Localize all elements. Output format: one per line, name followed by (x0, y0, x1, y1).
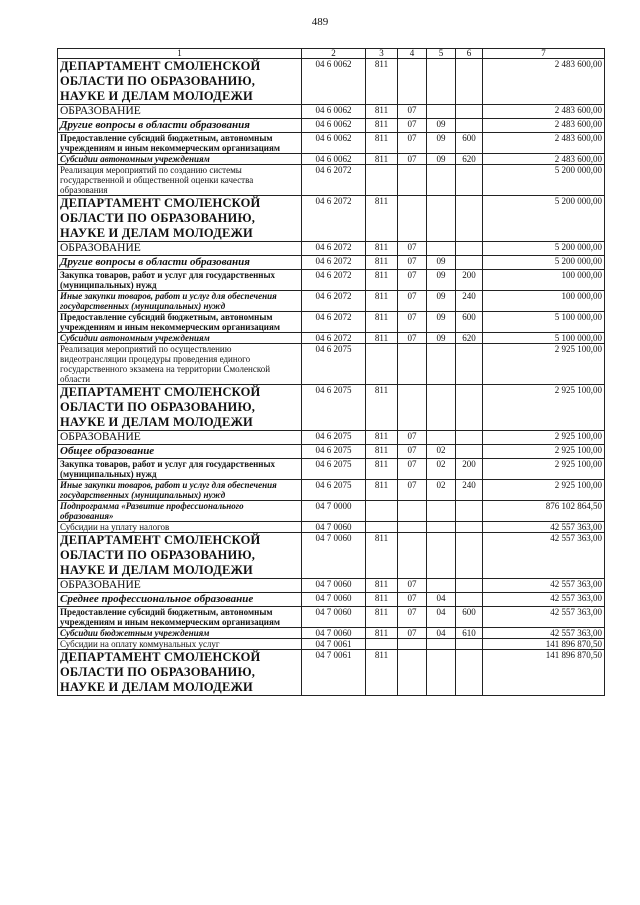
amount: 2 483 600,00 (483, 154, 605, 165)
subsection-code: 02 (427, 459, 456, 480)
amount: 5 200 000,00 (483, 256, 605, 270)
row-name: ОБРАЗОВАНИЕ (58, 579, 302, 593)
amount: 42 557 363,00 (483, 579, 605, 593)
amount: 2 925 100,00 (483, 445, 605, 459)
amount: 2 925 100,00 (483, 385, 605, 431)
section-code: 07 (398, 333, 427, 344)
target-article-code: 04 6 0062 (302, 59, 366, 105)
department-code: 811 (366, 579, 398, 593)
row-name: Предоставление субсидий бюджетным, автономным учреждениям и иным некоммерческим организациям (58, 607, 302, 628)
section-code: 07 (398, 119, 427, 133)
amount: 141 896 870,50 (483, 650, 605, 696)
target-article-code: 04 6 2072 (302, 196, 366, 242)
table-body (58, 59, 605, 696)
expense-type-code (456, 650, 483, 696)
row-name: Предоставление субсидий бюджетным, автономным учреждениям и иным некоммерческим организациям (58, 312, 302, 333)
subsection-code (427, 501, 456, 522)
subsection-code (427, 431, 456, 445)
target-article-code: 04 7 0060 (302, 593, 366, 607)
section-code (398, 522, 427, 533)
table-row (58, 501, 605, 522)
subsection-code: 04 (427, 607, 456, 628)
budget-table (57, 48, 605, 696)
department-code: 811 (366, 533, 398, 579)
subsection-code: 09 (427, 133, 456, 154)
header-col-6: 6 (456, 49, 483, 59)
table-row (58, 165, 605, 196)
subsection-code (427, 165, 456, 196)
expense-type-code (456, 501, 483, 522)
target-article-code: 04 7 0060 (302, 579, 366, 593)
subsection-code (427, 650, 456, 696)
section-code: 07 (398, 628, 427, 639)
department-code: 811 (366, 312, 398, 333)
amount: 42 557 363,00 (483, 522, 605, 533)
target-article-code: 04 6 2072 (302, 333, 366, 344)
expense-type-code (456, 639, 483, 650)
row-name: Иные закупки товаров, работ и услуг для обеспечения государственных (муниципальных) нужд (58, 480, 302, 501)
section-code: 07 (398, 133, 427, 154)
table-row (58, 445, 605, 459)
expense-type-code: 620 (456, 333, 483, 344)
target-article-code: 04 6 2072 (302, 242, 366, 256)
subsection-code (427, 344, 456, 385)
section-code: 07 (398, 607, 427, 628)
section-code: 07 (398, 270, 427, 291)
amount: 5 100 000,00 (483, 312, 605, 333)
department-code: 811 (366, 480, 398, 501)
expense-type-code: 610 (456, 628, 483, 639)
header-col-4: 4 (398, 49, 427, 59)
table-row (58, 333, 605, 344)
expense-type-code (456, 533, 483, 579)
target-article-code: 04 6 2075 (302, 344, 366, 385)
expense-type-code (456, 593, 483, 607)
row-name: ОБРАЗОВАНИЕ (58, 242, 302, 256)
table-row (58, 312, 605, 333)
row-name: ОБРАЗОВАНИЕ (58, 105, 302, 119)
expense-type-code (456, 431, 483, 445)
expense-type-code: 620 (456, 154, 483, 165)
row-name: Среднее профессиональное образование (58, 593, 302, 607)
subsection-code (427, 579, 456, 593)
subsection-code: 04 (427, 593, 456, 607)
section-code (398, 344, 427, 385)
target-article-code: 04 6 2075 (302, 480, 366, 501)
table-row (58, 628, 605, 639)
row-name: Субсидии автономным учреждениям (58, 154, 302, 165)
header-col-3: 3 (366, 49, 398, 59)
amount: 5 200 000,00 (483, 242, 605, 256)
expense-type-code (456, 105, 483, 119)
department-code: 811 (366, 459, 398, 480)
amount: 42 557 363,00 (483, 607, 605, 628)
row-name: Подпрограмма «Развитие профессионального образования» (58, 501, 302, 522)
amount: 2 925 100,00 (483, 344, 605, 385)
section-code (398, 196, 427, 242)
row-name: Субсидии бюджетным учреждениям (58, 628, 302, 639)
row-name: Другие вопросы в области образования (58, 119, 302, 133)
section-code: 07 (398, 480, 427, 501)
target-article-code: 04 6 0062 (302, 154, 366, 165)
expense-type-code (456, 59, 483, 105)
subsection-code: 02 (427, 445, 456, 459)
expense-type-code (456, 165, 483, 196)
department-code (366, 165, 398, 196)
amount: 5 200 000,00 (483, 196, 605, 242)
subsection-code: 09 (427, 270, 456, 291)
section-code: 07 (398, 291, 427, 312)
amount: 100 000,00 (483, 270, 605, 291)
row-name: Закупка товаров, работ и услуг для государственных (муниципальных) нужд (58, 459, 302, 480)
row-name: ДЕПАРТАМЕНТ СМОЛЕНСКОЙ ОБЛАСТИ ПО ОБРАЗОВАНИЮ, НАУКЕ И ДЕЛАМ МОЛОДЕЖИ (58, 650, 302, 696)
row-name: Общее образование (58, 445, 302, 459)
section-code: 07 (398, 256, 427, 270)
table-row (58, 639, 605, 650)
department-code: 811 (366, 445, 398, 459)
amount: 141 896 870,50 (483, 639, 605, 650)
department-code: 811 (366, 119, 398, 133)
row-name: Другие вопросы в области образования (58, 256, 302, 270)
amount: 5 200 000,00 (483, 165, 605, 196)
row-name: Иные закупки товаров, работ и услуг для обеспечения государственных (муниципальных) нужд (58, 291, 302, 312)
table-row (58, 522, 605, 533)
row-name: ДЕПАРТАМЕНТ СМОЛЕНСКОЙ ОБЛАСТИ ПО ОБРАЗОВАНИЮ, НАУКЕ И ДЕЛАМ МОЛОДЕЖИ (58, 59, 302, 105)
table-row (58, 459, 605, 480)
subsection-code (427, 522, 456, 533)
amount: 2 925 100,00 (483, 459, 605, 480)
row-name: ДЕПАРТАМЕНТ СМОЛЕНСКОЙ ОБЛАСТИ ПО ОБРАЗОВАНИЮ, НАУКЕ И ДЕЛАМ МОЛОДЕЖИ (58, 196, 302, 242)
subsection-code: 02 (427, 480, 456, 501)
amount: 42 557 363,00 (483, 593, 605, 607)
expense-type-code (456, 445, 483, 459)
row-name: Предоставление субсидий бюджетным, автономным учреждениям и иным некоммерческим организациям (58, 133, 302, 154)
section-code: 07 (398, 105, 427, 119)
expense-type-code: 200 (456, 459, 483, 480)
table-row (58, 119, 605, 133)
target-article-code: 04 6 0062 (302, 105, 366, 119)
table-row (58, 270, 605, 291)
expense-type-code: 600 (456, 312, 483, 333)
department-code: 811 (366, 242, 398, 256)
table-row (58, 579, 605, 593)
expense-type-code: 600 (456, 607, 483, 628)
department-code: 811 (366, 385, 398, 431)
section-code: 07 (398, 459, 427, 480)
expense-type-code (456, 242, 483, 256)
table-row (58, 242, 605, 256)
department-code: 811 (366, 105, 398, 119)
amount: 2 483 600,00 (483, 133, 605, 154)
section-code (398, 650, 427, 696)
target-article-code: 04 6 2072 (302, 256, 366, 270)
department-code: 811 (366, 593, 398, 607)
section-code (398, 639, 427, 650)
subsection-code (427, 105, 456, 119)
table-row (58, 133, 605, 154)
table-row (58, 59, 605, 105)
subsection-code (427, 242, 456, 256)
row-name: ДЕПАРТАМЕНТ СМОЛЕНСКОЙ ОБЛАСТИ ПО ОБРАЗОВАНИЮ, НАУКЕ И ДЕЛАМ МОЛОДЕЖИ (58, 533, 302, 579)
row-name: Субсидии на оплату коммунальных услуг (58, 639, 302, 650)
department-code: 811 (366, 431, 398, 445)
header-col-5: 5 (427, 49, 456, 59)
department-code: 811 (366, 59, 398, 105)
row-name: Реализация мероприятий по созданию системы государственной и общественной оценки качества образования (58, 165, 302, 196)
section-code: 07 (398, 312, 427, 333)
table-row (58, 480, 605, 501)
target-article-code: 04 7 0060 (302, 533, 366, 579)
target-article-code: 04 6 0062 (302, 119, 366, 133)
department-code (366, 522, 398, 533)
table-row (58, 154, 605, 165)
department-code (366, 639, 398, 650)
subsection-code (427, 59, 456, 105)
subsection-code: 09 (427, 154, 456, 165)
amount: 2 925 100,00 (483, 431, 605, 445)
target-article-code: 04 6 2072 (302, 312, 366, 333)
department-code: 811 (366, 333, 398, 344)
target-article-code: 04 6 2072 (302, 291, 366, 312)
amount: 2 925 100,00 (483, 480, 605, 501)
expense-type-code (456, 119, 483, 133)
department-code: 811 (366, 256, 398, 270)
target-article-code: 04 6 2072 (302, 270, 366, 291)
department-code: 811 (366, 154, 398, 165)
subsection-code (427, 639, 456, 650)
table-row (58, 431, 605, 445)
expense-type-code: 600 (456, 133, 483, 154)
section-code (398, 501, 427, 522)
section-code: 07 (398, 445, 427, 459)
table-row (58, 385, 605, 431)
expense-type-code: 240 (456, 291, 483, 312)
target-article-code: 04 7 0060 (302, 607, 366, 628)
subsection-code: 09 (427, 291, 456, 312)
amount: 100 000,00 (483, 291, 605, 312)
amount: 2 483 600,00 (483, 105, 605, 119)
expense-type-code (456, 522, 483, 533)
expense-type-code (456, 385, 483, 431)
expense-type-code (456, 344, 483, 385)
department-code (366, 501, 398, 522)
table-header-row (58, 49, 605, 59)
section-code: 07 (398, 593, 427, 607)
target-article-code: 04 7 0000 (302, 501, 366, 522)
subsection-code: 09 (427, 119, 456, 133)
table-row (58, 593, 605, 607)
expense-type-code (456, 579, 483, 593)
department-code (366, 344, 398, 385)
row-name: ДЕПАРТАМЕНТ СМОЛЕНСКОЙ ОБЛАСТИ ПО ОБРАЗОВАНИЮ, НАУКЕ И ДЕЛАМ МОЛОДЕЖИ (58, 385, 302, 431)
expense-type-code: 200 (456, 270, 483, 291)
subsection-code (427, 533, 456, 579)
subsection-code: 09 (427, 312, 456, 333)
target-article-code: 04 6 0062 (302, 133, 366, 154)
department-code: 811 (366, 607, 398, 628)
target-article-code: 04 6 2075 (302, 459, 366, 480)
row-name: Субсидии на уплату налогов (58, 522, 302, 533)
target-article-code: 04 7 0060 (302, 522, 366, 533)
subsection-code: 09 (427, 333, 456, 344)
table-row (58, 196, 605, 242)
target-article-code: 04 7 0061 (302, 639, 366, 650)
table-row (58, 533, 605, 579)
section-code (398, 59, 427, 105)
row-name: Закупка товаров, работ и услуг для государственных (муниципальных) нужд (58, 270, 302, 291)
department-code: 811 (366, 196, 398, 242)
target-article-code: 04 6 2075 (302, 385, 366, 431)
department-code: 811 (366, 133, 398, 154)
table-row (58, 291, 605, 312)
subsection-code: 09 (427, 256, 456, 270)
table-row (58, 105, 605, 119)
row-name: Субсидии автономным учреждениям (58, 333, 302, 344)
subsection-code (427, 385, 456, 431)
section-code: 07 (398, 242, 427, 256)
row-name: ОБРАЗОВАНИЕ (58, 431, 302, 445)
department-code: 811 (366, 270, 398, 291)
row-name: Реализация мероприятий по осуществлению видеотрансляции процедуры проведения единого государственного экзамена на территории Смоленской области (58, 344, 302, 385)
amount: 5 100 000,00 (483, 333, 605, 344)
section-code: 07 (398, 579, 427, 593)
subsection-code: 04 (427, 628, 456, 639)
header-col-7: 7 (483, 49, 605, 59)
expense-type-code (456, 196, 483, 242)
target-article-code: 04 6 2075 (302, 445, 366, 459)
section-code (398, 165, 427, 196)
table-row (58, 344, 605, 385)
expense-type-code (456, 256, 483, 270)
department-code: 811 (366, 650, 398, 696)
expense-type-code: 240 (456, 480, 483, 501)
page-number: 489 (311, 16, 329, 28)
subsection-code (427, 196, 456, 242)
section-code (398, 533, 427, 579)
target-article-code: 04 6 2075 (302, 431, 366, 445)
table-row (58, 607, 605, 628)
department-code: 811 (366, 291, 398, 312)
header-col-1: 1 (58, 49, 302, 59)
table-row (58, 256, 605, 270)
target-article-code: 04 7 0060 (302, 628, 366, 639)
amount: 2 483 600,00 (483, 59, 605, 105)
header-col-2: 2 (302, 49, 366, 59)
target-article-code: 04 7 0061 (302, 650, 366, 696)
table-row (58, 650, 605, 696)
section-code (398, 385, 427, 431)
amount: 876 102 864,50 (483, 501, 605, 522)
amount: 42 557 363,00 (483, 533, 605, 579)
amount: 42 557 363,00 (483, 628, 605, 639)
section-code: 07 (398, 431, 427, 445)
amount: 2 483 600,00 (483, 119, 605, 133)
department-code: 811 (366, 628, 398, 639)
target-article-code: 04 6 2072 (302, 165, 366, 196)
section-code: 07 (398, 154, 427, 165)
